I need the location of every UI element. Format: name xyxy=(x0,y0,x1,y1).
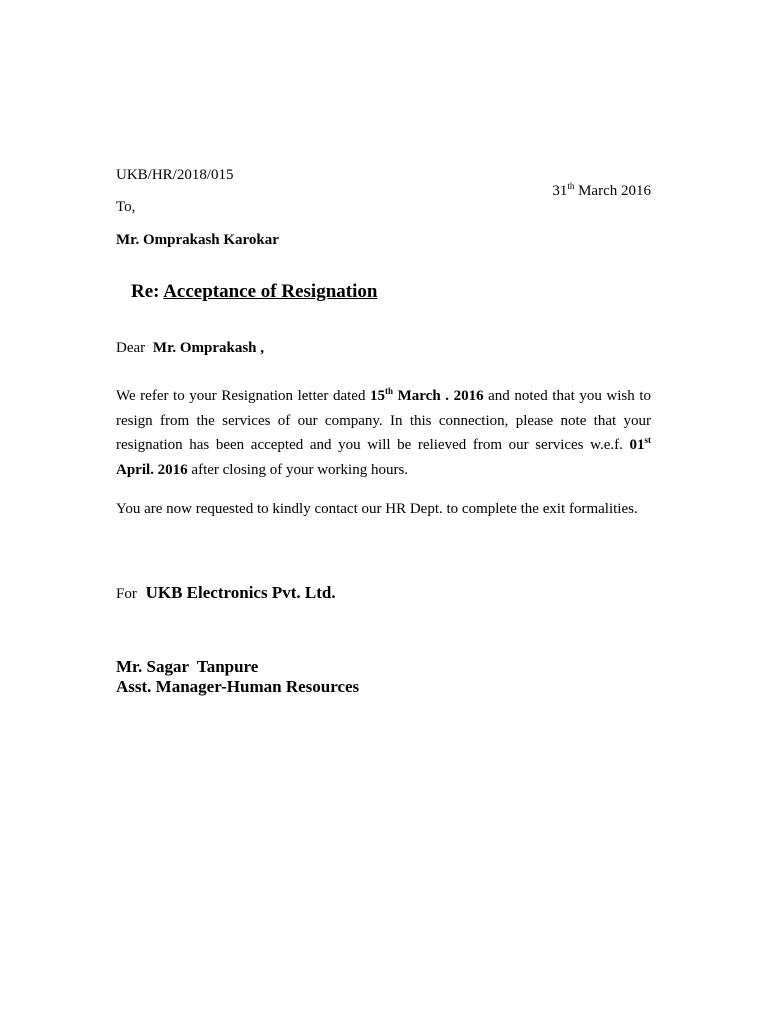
para1-text-2: and noted that you wish to resign from the services of our company. In this connection, please note that your resignation has been accepted and you will be relieved from our services w.e.f. xyxy=(116,388,651,453)
salutation-word: Dear xyxy=(116,340,146,356)
relieving-date-day: 01 xyxy=(629,437,645,453)
date-suffix: th xyxy=(567,181,575,191)
resignation-date-rest: March . 2016 xyxy=(393,388,484,404)
reference-number: UKB/HR/2018/015 xyxy=(116,167,234,183)
relieving-date-rest: April. 2016 xyxy=(116,461,188,478)
salutation-name: Mr. Omprakash , xyxy=(152,340,265,356)
closing-for: For xyxy=(116,586,137,602)
signatory-name: Mr. Sagar Tanpure xyxy=(116,657,259,676)
body-paragraph-1 xyxy=(116,384,651,482)
para1-text-1: We refer to your Resignation letter dated xyxy=(116,388,371,404)
resignation-date-suffix: th xyxy=(385,386,394,396)
para1-text-3: after closing of your working hours. xyxy=(187,461,409,478)
relieving-date-suffix: st xyxy=(644,435,651,445)
resignation-date-day: 15 xyxy=(370,388,386,404)
signatory-block xyxy=(116,657,359,696)
closing-line xyxy=(116,583,336,603)
to-line: To, xyxy=(116,199,136,215)
subject-line xyxy=(131,281,377,303)
salutation xyxy=(116,340,264,357)
subject-prefix: Re: xyxy=(131,281,160,302)
subject-text: Acceptance of Resignation xyxy=(163,281,378,302)
recipient-name: Mr. Omprakash Karokar xyxy=(116,232,279,248)
date-day: 31 xyxy=(552,183,568,199)
signatory-title: Asst. Manager-Human Resources xyxy=(116,676,360,696)
company-name: UKB Electronics Pvt. Ltd. xyxy=(145,583,336,602)
date-rest: March 2016 xyxy=(578,183,651,199)
body-paragraph-2: You are now requested to kindly contact our HR Dept. to complete the exit formalities. xyxy=(116,501,638,517)
letter-date xyxy=(552,183,651,200)
resignation-date xyxy=(370,388,484,404)
